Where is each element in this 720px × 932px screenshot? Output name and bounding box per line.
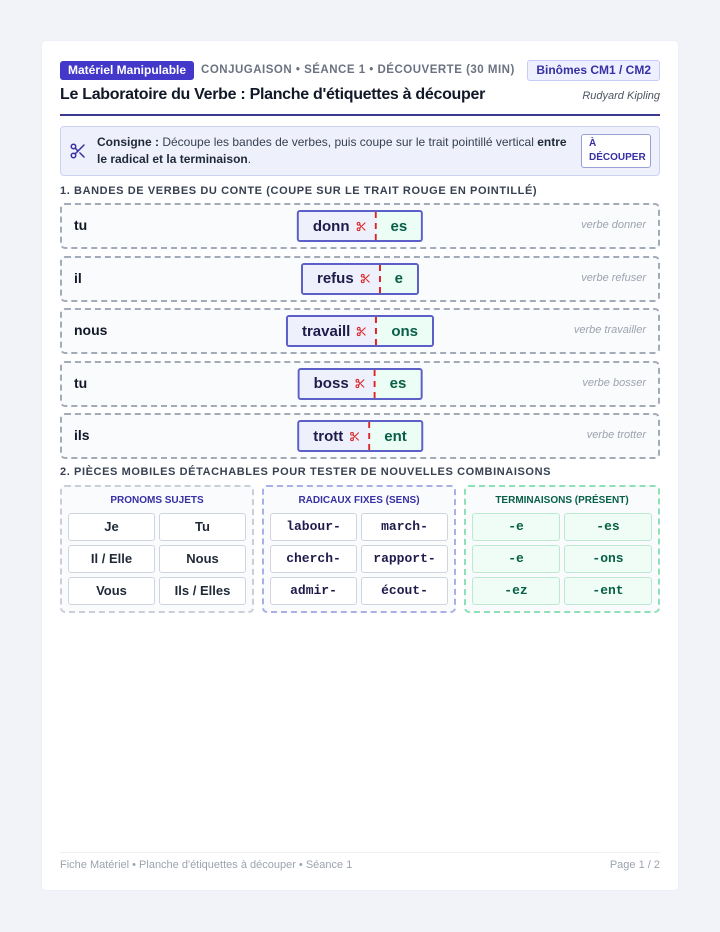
footer-left: Fiche Matériel • Planche d'étiquettes à découper • Séance 1 bbox=[60, 859, 353, 871]
strip-verb-infinitive: verbe travailler bbox=[573, 324, 646, 336]
pronouns-box bbox=[60, 485, 254, 613]
verb-strips bbox=[60, 203, 660, 459]
strip-pronoun: ils bbox=[74, 427, 90, 443]
strip-pronoun: nous bbox=[74, 322, 108, 338]
instruction-end: . bbox=[247, 152, 252, 166]
verb-ending: ent bbox=[370, 422, 421, 450]
scissors-icon bbox=[360, 273, 371, 284]
verb-radical bbox=[300, 370, 374, 398]
pronoun-piece: Je bbox=[68, 513, 155, 541]
strip-verb-infinitive: verbe trotter bbox=[586, 429, 646, 441]
endings-box bbox=[464, 485, 660, 613]
verb-strip bbox=[60, 413, 660, 459]
pronoun-piece: Ils / Elles bbox=[159, 577, 246, 605]
ending-piece: -ent bbox=[564, 577, 652, 605]
verb-ending: e bbox=[381, 265, 417, 293]
strip-verb-infinitive: verbe donner bbox=[581, 219, 646, 231]
pronouns-title: PRONOMS SUJETS bbox=[110, 494, 204, 506]
radical-piece: cherch- bbox=[270, 545, 357, 573]
cut-tag: À DÉCOUPER bbox=[581, 134, 651, 168]
page-number: Page 1 / 2 bbox=[609, 859, 660, 871]
radical-text: boss bbox=[313, 375, 349, 392]
strip-verb-infinitive: verbe refuser bbox=[581, 271, 646, 284]
verb-piece bbox=[297, 210, 423, 242]
instruction-body: Découpe les bandes de verbes, puis coupe sur le trait pointillé vertical bbox=[159, 135, 538, 149]
section-2-title: 2. PIÈCES MOBILES DÉTACHABLES POUR TESTER DE NOUVELLES COMBINAISONS bbox=[60, 465, 552, 478]
scissors-icon bbox=[355, 221, 366, 232]
scissors-icon bbox=[349, 431, 360, 442]
endings-title: TERMINAISONS (PRÉSENT) bbox=[495, 494, 629, 506]
instruction-box bbox=[60, 126, 660, 176]
radical-piece: march- bbox=[361, 513, 448, 541]
ending-piece: -es bbox=[564, 513, 652, 541]
strip-pronoun: tu bbox=[74, 217, 88, 233]
pronoun-piece: Tu bbox=[159, 513, 246, 541]
verb-strip bbox=[60, 361, 660, 407]
scissors-icon bbox=[356, 326, 367, 337]
title-line bbox=[60, 86, 660, 116]
radical-piece: écout- bbox=[361, 577, 448, 605]
strip-pronoun: il bbox=[74, 269, 82, 286]
instruction-label: Consigne : bbox=[97, 135, 159, 149]
radical-piece: admir- bbox=[270, 577, 357, 605]
material-badge: Matériel Manipulable bbox=[60, 61, 194, 80]
radical-text: donn bbox=[312, 217, 350, 235]
verb-piece bbox=[286, 315, 434, 347]
pronoun-piece: Il / Elle bbox=[68, 545, 155, 573]
radicals-box bbox=[262, 485, 456, 613]
instruction-text bbox=[97, 134, 575, 168]
instruction-emphasis: entre le radical et la terminaison bbox=[97, 135, 567, 166]
section-1-title: 1. BANDES DE VERBES DU CONTE (COUPE SUR LE TRAIT ROUGE EN POINTILLÉ) bbox=[60, 185, 538, 197]
verb-piece bbox=[298, 368, 423, 400]
strip-verb-infinitive: verbe bosser bbox=[582, 376, 646, 389]
verb-radical bbox=[299, 422, 368, 450]
verb-strip bbox=[60, 256, 660, 302]
radical-text: travaill bbox=[301, 322, 351, 340]
verb-ending: es bbox=[376, 370, 421, 398]
verb-ending: es bbox=[376, 212, 421, 240]
ending-piece: -ons bbox=[564, 545, 652, 573]
verb-radical bbox=[288, 317, 375, 345]
subject-line: CONJUGAISON • SÉANCE 1 • DÉCOUVERTE (30 MIN) bbox=[201, 64, 515, 76]
pronouns-grid bbox=[68, 513, 246, 605]
endings-grid bbox=[472, 513, 652, 605]
author-name: Rudyard Kipling bbox=[582, 90, 660, 102]
radical-piece: labour- bbox=[270, 513, 357, 541]
verb-piece bbox=[297, 420, 423, 452]
verb-strip bbox=[60, 308, 660, 354]
ending-piece: -e bbox=[472, 545, 560, 573]
radical-text: trott bbox=[313, 427, 344, 445]
verb-radical bbox=[303, 265, 379, 293]
ending-piece: -e bbox=[472, 513, 560, 541]
ending-piece: -ez bbox=[472, 577, 560, 605]
radicals-title: RADICAUX FIXES (SENS) bbox=[298, 494, 420, 506]
verb-strip bbox=[60, 203, 660, 249]
header-topline bbox=[60, 60, 660, 80]
radical-piece: rapport- bbox=[361, 545, 448, 573]
page-title: Le Laboratoire du Verbe : Planche d'étiquettes à découper bbox=[60, 86, 486, 103]
strip-pronoun: tu bbox=[74, 374, 88, 391]
pronoun-piece: Nous bbox=[159, 545, 246, 573]
verb-piece bbox=[301, 263, 419, 295]
radical-text: refus bbox=[316, 270, 354, 287]
page-footer bbox=[60, 852, 660, 871]
pronoun-piece: Vous bbox=[68, 577, 155, 605]
radicals-grid bbox=[270, 513, 448, 605]
mobile-pieces bbox=[60, 485, 660, 613]
verb-radical bbox=[299, 212, 375, 240]
class-badge: Binômes CM1 / CM2 bbox=[527, 60, 660, 81]
worksheet-page bbox=[42, 41, 678, 890]
verb-ending: ons bbox=[377, 317, 432, 345]
scissors-icon bbox=[355, 378, 366, 389]
scissors-icon bbox=[69, 142, 87, 160]
